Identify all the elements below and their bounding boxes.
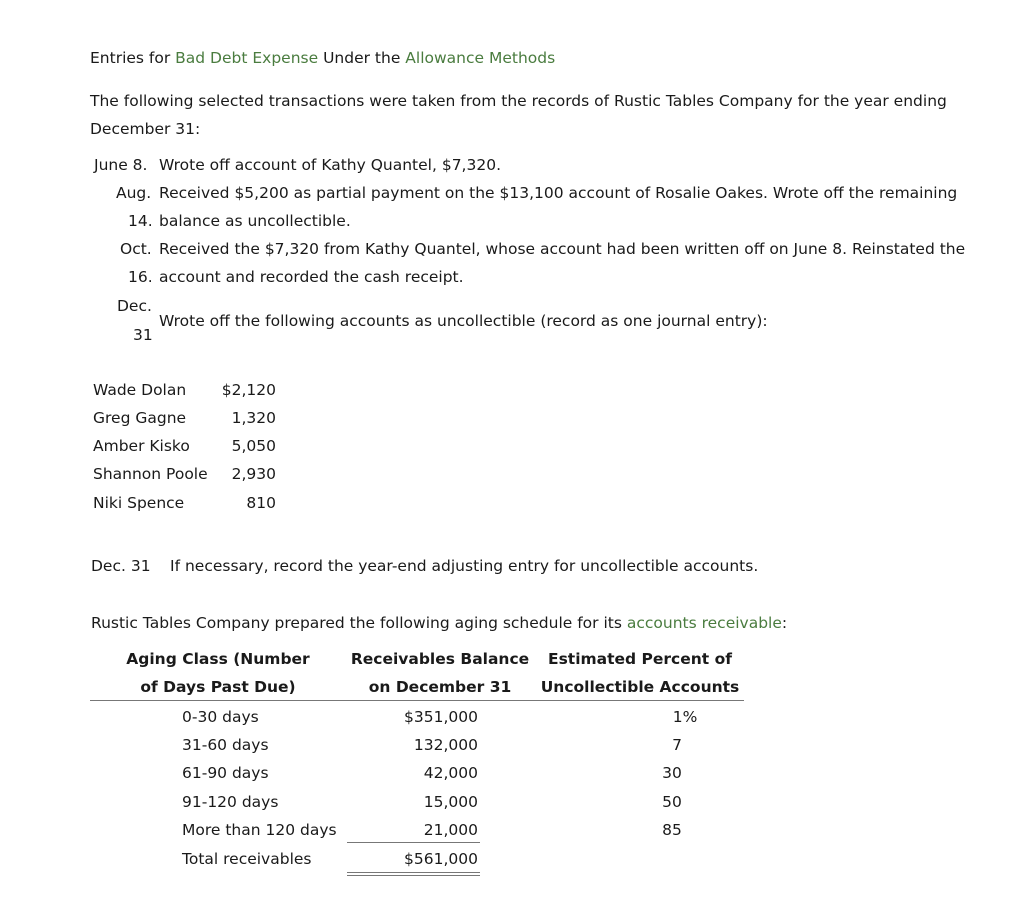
- account-amount: 810: [246, 494, 276, 512]
- aging-class: 31-60 days: [182, 736, 269, 754]
- intro-line-2: December 31:: [90, 120, 201, 138]
- aging-balance: $351,000: [404, 708, 478, 726]
- aging-percent: 85: [662, 821, 682, 839]
- account-name: Amber Kisko: [93, 437, 190, 455]
- aging-intro: Rustic Tables Company prepared the following aging schedule for its accounts receivable:: [91, 614, 788, 632]
- aging-balance: 21,000: [423, 821, 478, 839]
- transaction-date: Aug.: [116, 184, 152, 202]
- header-receivables-balance: Receivables Balance: [350, 650, 530, 668]
- total-label: Total receivables: [182, 850, 312, 868]
- adjusting-text: If necessary, record the year-end adjusting entry for uncollectible accounts.: [170, 557, 759, 575]
- aging-balance: 42,000: [423, 764, 478, 782]
- transaction-date: Oct.: [120, 240, 152, 258]
- aging-balance: 15,000: [423, 793, 478, 811]
- transaction-date: June 8.: [94, 156, 148, 174]
- total-balance: $561,000: [404, 850, 478, 868]
- account-amount: 1,320: [231, 409, 276, 427]
- aging-balance: 132,000: [413, 736, 478, 754]
- header-estimated-percent: Uncollectible Accounts: [540, 678, 740, 696]
- page-title: Entries for Bad Debt Expense Under the Allowance Methods: [90, 49, 556, 67]
- transaction-text: Wrote off the following accounts as uncollectible (record as one journal entry):: [159, 312, 768, 330]
- header-rule: [90, 700, 744, 701]
- transaction-text: Received $5,200 as partial payment on the $13,100 account of Rosalie Oakes. Wrote off the remaining: [159, 184, 958, 202]
- transaction-text-cont: balance as uncollectible.: [159, 212, 351, 230]
- transaction-day: 16.: [128, 268, 153, 286]
- intro-line-1: The following selected transactions were taken from the records of Rustic Tables Company for the year ending: [90, 92, 947, 110]
- header-aging-class: Aging Class (Number: [126, 650, 310, 668]
- transaction-text: Received the $7,320 from Kathy Quantel, whose account had been written off on June 8. Reinstated the: [159, 240, 966, 258]
- header-receivables-balance: on December 31: [368, 678, 512, 696]
- aging-class: 61-90 days: [182, 764, 269, 782]
- account-name: Niki Spence: [93, 494, 185, 512]
- aging-percent: 1%: [672, 708, 698, 726]
- aging-percent: 50: [662, 793, 682, 811]
- subtotal-rule: [347, 842, 480, 843]
- aging-class: More than 120 days: [182, 821, 337, 839]
- account-amount: $2,120: [221, 381, 276, 399]
- aging-class: 0-30 days: [182, 708, 259, 726]
- transaction-text: Wrote off account of Kathy Quantel, $7,320.: [159, 156, 501, 174]
- transaction-text-cont: account and recorded the cash receipt.: [159, 268, 464, 286]
- transaction-date: Dec.: [117, 297, 152, 315]
- adjusting-date: Dec. 31: [91, 557, 151, 575]
- transaction-day: 14.: [128, 212, 153, 230]
- allowance-methods-link[interactable]: Allowance Methods: [405, 49, 556, 67]
- bad-debt-expense-link[interactable]: Bad Debt Expense: [175, 49, 319, 67]
- header-aging-class: of Days Past Due): [140, 678, 296, 696]
- transaction-day: 31: [133, 326, 153, 344]
- total-double-rule: [347, 872, 480, 876]
- aging-percent: 7: [672, 736, 682, 754]
- account-amount: 5,050: [231, 437, 276, 455]
- accounts-receivable-link[interactable]: accounts receivable: [626, 614, 782, 632]
- header-estimated-percent: Estimated Percent of: [547, 650, 732, 668]
- account-name: Shannon Poole: [93, 465, 208, 483]
- account-amount: 2,930: [231, 465, 276, 483]
- account-name: Wade Dolan: [93, 381, 187, 399]
- aging-class: 91-120 days: [182, 793, 279, 811]
- aging-percent: 30: [662, 764, 682, 782]
- account-name: Greg Gagne: [93, 409, 187, 427]
